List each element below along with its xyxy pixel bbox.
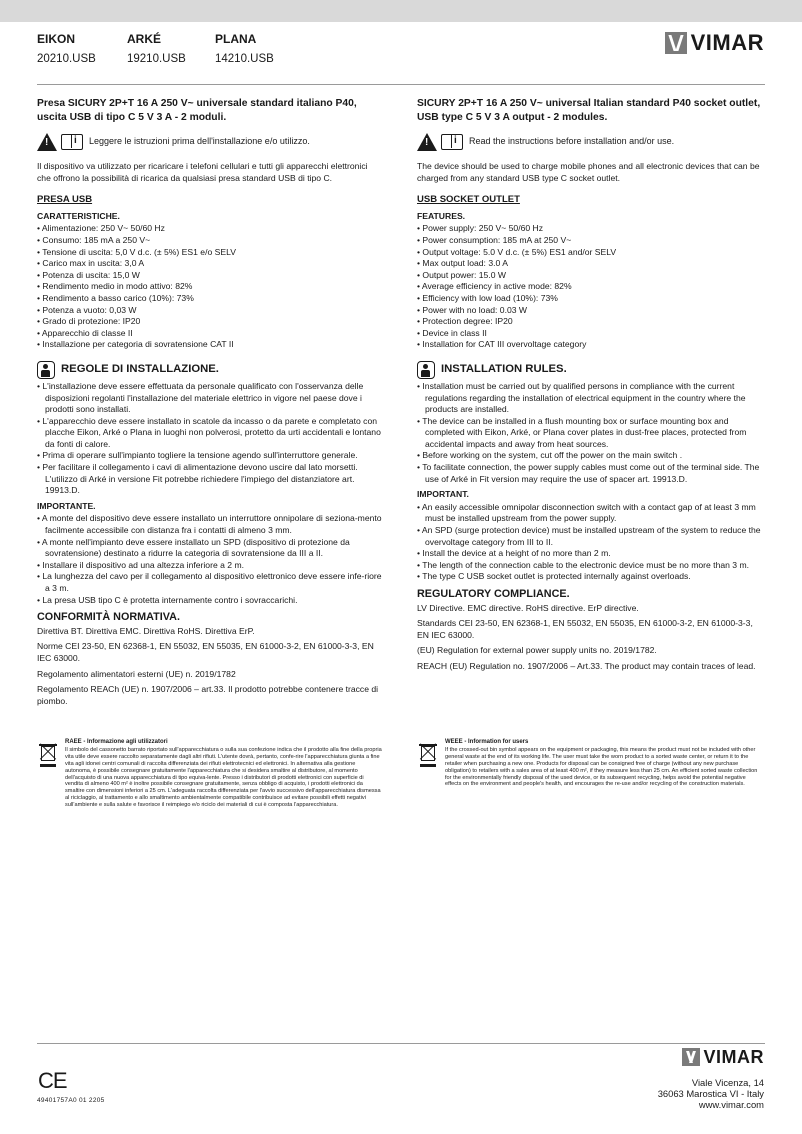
compliance-line: REACH (EU) Regulation no. 1907/2006 – Art.33. The product may contain traces of lead. (417, 660, 756, 671)
list-item: • Consumo: 185 mA a 250 V~ (37, 235, 383, 247)
compliance-line: Regolamento REACh (UE) n. 1907/2006 – art.33. Il prodotto potrebbe contenere tracce di piombo. (37, 684, 379, 706)
footer-divider (37, 1043, 765, 1044)
list-item: • Prima di operare sull'impianto togliere la tensione agendo sull'interruttore generale. (37, 450, 383, 462)
list-item: • Alimentazione: 250 V~ 50/60 Hz (37, 223, 383, 235)
list-item: • An SPD (surge protection device) must be installed upstream of the system to reduce the overvoltage category from III to II. (417, 525, 763, 548)
installer-icon (417, 361, 435, 379)
list-item: • Average efficiency in active mode: 82% (417, 281, 763, 293)
weee-text-it: Il simbolo del cassonetto barrato riportato sull'apparecchiatura o sulla sua confezione indica che il prodotto alla fine della propria vita utile deve essere raccolto separatamente dagli altri rifiuti. L'utente dovrà, pertanto, confe-rire l'apparecchiatura giunta a fine vita agli idonei centri comunali di raccolta differenziata dei rifiuti elettrotecnici ed elettronici. In alternativa alla gestione autonoma, è possibile consegnare gratuitamente l'apparecchiatura che si desidera smaltire al distributore, al momento dell'acquisto di una nuova apparecchiatura di tipo equiva-lente. Presso i distributori di prodotti elettronici con superficie di vendita di almeno 400 m² è inoltre possibile consegnare gratuitamente, senza obbligo di acquisto, i prodotti elettronici da smaltire con dimensioni inferiori a 25 cm. L'adeguata raccolta differenziata per l'avvio successivo dell'apparecchiatura dismessa al riciclaggio, al trattamento e allo smaltimento ambientalmente compatibile contribuisce ad evitare possibili effetti negativi sull'ambiente e sulla salute e favorisce il reimpiego e/o riciclo dei materiali di cui è composta l'apparecchiatura. (65, 746, 382, 809)
weee-block-it (37, 739, 383, 809)
vimar-logo-mark-icon (665, 32, 687, 54)
list-item: • Tensione di uscita: 5,0 V d.c. (± 5%) ES1 e/o SELV (37, 247, 383, 259)
model-name: EIKON (37, 32, 76, 46)
manual-info-icon (441, 134, 463, 150)
warning-triangle-icon (417, 133, 437, 151)
list-item: • Install the device at a height of no more than 2 m. (417, 548, 763, 560)
list-item: • Apparecchio di classe II (37, 328, 383, 340)
model-name: ARKÉ (127, 32, 162, 46)
list-item: • The type C USB socket outlet is protected internally against overloads. (417, 571, 763, 583)
installer-icon (37, 361, 55, 379)
list-item: • Power supply: 250 V~ 50/60 Hz (417, 223, 763, 235)
weee-title-en: WEEE - Information for users (445, 739, 529, 745)
list-item: • A monte nell'impianto deve essere installato un SPD (dispositivo di protezione da sovratensione) destinato a ridurre la categoria di sovratensione da III a II. (37, 537, 383, 560)
model-codes (37, 31, 305, 67)
rules-list-it (37, 381, 383, 497)
features-list-it (37, 223, 383, 351)
weee-block-en (417, 739, 763, 788)
important-title-it: IMPORTANTE. (37, 500, 96, 511)
address-city: 36063 Marostica VI - Italy (657, 1088, 764, 1099)
model-code: 19210.USB (127, 53, 186, 65)
intro-en: The device should be used to charge mobile phones and all electronic devices that can be charged from any standard USB type C socket outlet. (417, 161, 760, 183)
section-title-en: USB SOCKET OUTLET (417, 194, 520, 206)
list-item: • Installare il dispositivo ad una altezza inferiore a 2 m. (37, 560, 383, 572)
list-item: • Power consumption: 185 mA at 250 V~ (417, 235, 763, 247)
address-website: www.vimar.com (698, 1099, 764, 1110)
list-item: • Efficiency with low load (10%): 73% (417, 293, 763, 305)
rules-header-it (37, 361, 383, 379)
italian-column (37, 97, 383, 711)
list-item: • Power with no load: 0.03 W (417, 305, 763, 317)
compliance-line: LV Directive. EMC directive. RoHS directive. ErP directive. (417, 602, 639, 613)
document-number: 49401757A0 01 2205 (37, 1097, 105, 1104)
list-item: • The device can be installed in a flush mounting box or surface mounting box and completed with Eikon, Arké, or Plana cover plates in dust-free places, protected from accidental impacts and away from heat sources. (417, 416, 763, 451)
list-item: • Potenza a vuoto: 0,03 W (37, 305, 383, 317)
vimar-logo-mark-icon (682, 1048, 700, 1066)
company-address (658, 1077, 764, 1110)
header-divider (37, 84, 765, 85)
warning-row-it (37, 133, 383, 151)
product-title-en: SICURY 2P+T 16 A 250 V~ universal Italian standard P40 socket outlet, USB type C 5 V 3 A output - 2 modules. (417, 98, 761, 123)
model-plana (215, 31, 305, 67)
model-code: 14210.USB (215, 53, 274, 65)
brand-name: VIMAR (703, 1047, 764, 1067)
list-item: • Installation for CAT III overvoltage category (417, 339, 763, 351)
compliance-title-en: REGULATORY COMPLIANCE. (417, 588, 570, 600)
features-title-it: CARATTERISTICHE. (37, 210, 120, 221)
list-item: • La presa USB tipo C è protetta internamente contro i sovraccarichi. (37, 595, 383, 607)
model-name: PLANA (215, 32, 257, 46)
important-title-en: IMPORTANT. (417, 489, 469, 500)
rules-header-en (417, 361, 763, 379)
weee-title-it: RAEE - Informazione agli utilizzatori (65, 739, 168, 745)
list-item: • Rendimento a basso carico (10%): 73% (37, 293, 383, 305)
section-title-it: PRESA USB (37, 194, 93, 206)
list-item: • Protection degree: IP20 (417, 316, 763, 328)
list-item: • L'installazione deve essere effettuata da personale qualificato con l'osservanza delle disposizioni regolanti l'installazione del materiale elettrico in vigore nel paese dove i prodotti sono installati. (37, 381, 383, 416)
list-item: • Grado di protezione: IP20 (37, 316, 383, 328)
list-item: • An easily accessible omnipolar disconnection switch with a contact gap of at least 3 mm must be installed upstream from the power supply. (417, 502, 763, 525)
list-item: • Rendimento medio in modo attivo: 82% (37, 281, 383, 293)
model-code: 20210.USB (37, 53, 96, 65)
list-item: • Per facilitare il collegamento i cavi di alimentazione devono uscire dal lato morsetti. L'utilizzo di Arké in versione Fit potrebbe richiedere l'impiego del distanziatore art. 19913.D. (37, 462, 383, 497)
important-list-en (417, 502, 763, 583)
compliance-title-it: CONFORMITÀ NORMATIVA. (37, 611, 180, 624)
weee-text-en: If the crossed-out bin symbol appears on the equipment or packaging, this means the product must not be included with other general waste at the end of its working life. The user must take the worn product to a sorted waste center, or return it to the retailer when purchasing a new one. Products for disposal can be consigned free of charge (without any new purchase obligation) to retailers with a sales area of at least 400 m², if they measure less than 25 cm. An efficient sorted waste collection for the environmentally friendly disposal of the used device, or its subsequent recycling, helps avoid the potential negative effects on the environment and people's health, and encourages the re-use and/or recycling of the construction materials. (445, 746, 758, 788)
list-item: • To facilitate connection, the power supply cables must come out of the terminal side. The use of Arké in Fit version may require the use of spacer art. 19913.D. (417, 462, 763, 485)
model-arke (127, 31, 215, 67)
list-item: • Potenza di uscita: 15,0 W (37, 270, 383, 282)
warning-text-en: Read the instructions before installation and/or use. (469, 136, 675, 147)
compliance-line: Standards CEI 23-50, EN 62368-1, EN 55032, EN 55035, EN 61000-3-2, EN 61000-3-3, EN IEC 63000. (417, 618, 753, 640)
brand-name: VIMAR (690, 30, 764, 55)
list-item: • L'apparecchio deve essere installato in scatole da incasso o da parete e completato con placche Eikon, Arké o Plana in luoghi non polverosi, protetto da urti accidentali e lontano da fonti di calore. (37, 416, 383, 451)
compliance-line: Regolamento alimentatori esterni (UE) n. 2019/1782 (37, 668, 236, 679)
list-item: • La lunghezza del cavo per il collegamento al dispositivo elettronico deve essere infe-riore a 3 m. (37, 571, 383, 594)
features-list-en (417, 223, 763, 351)
list-item: • A monte del dispositivo deve essere installato un interruttore onnipolare di seziona-mento facilmente accessibile con distanza fra i contatti di almeno 3 mm. (37, 513, 383, 536)
list-item: • Device in class II (417, 328, 763, 340)
product-title-it: Presa SICURY 2P+T 16 A 250 V~ universale standard italiano P40, uscita USB di tipo C 5 V 3 A - 2 moduli. (37, 98, 357, 123)
intro-it: Il dispositivo va utilizzato per ricaricare i telefoni cellulari e tutti gli apparecchi elettronici che offrono la possibilità di ricarica da qualsiasi presa standard USB di tipo C. (37, 161, 368, 183)
model-eikon (37, 31, 127, 67)
list-item: • Output power: 15.0 W (417, 270, 763, 282)
rules-list-en (417, 381, 763, 485)
list-item: • Max output load: 3.0 A (417, 258, 763, 270)
rules-title-en: INSTALLATION RULES. (441, 363, 567, 376)
list-item: • The length of the connection cable to the electronic device must be no more than 3 m. (417, 560, 763, 572)
compliance-line: Direttiva BT. Direttiva EMC. Direttiva RoHS. Direttiva ErP. (37, 625, 255, 636)
top-gray-bar (0, 0, 802, 22)
list-item: • Installation must be carried out by qualified persons in compliance with the current regulations regarding the installation of electrical equipment in the country where the products are installed. (417, 381, 763, 416)
vimar-logo (665, 32, 764, 54)
list-item: • Before working on the system, cut off the power on the main switch . (417, 450, 763, 462)
english-column (417, 97, 763, 677)
list-item: • Carico max in uscita: 3,0 A (37, 258, 383, 270)
warning-row-en (417, 133, 763, 151)
crossed-bin-icon (417, 741, 439, 767)
features-title-en: FEATURES. (417, 210, 466, 221)
crossed-bin-icon (37, 741, 59, 767)
list-item: • Installazione per categoria di sovratensione CAT II (37, 339, 383, 351)
warning-text-it: Leggere le istruzioni prima dell'installazione e/o utilizzo. (89, 136, 310, 147)
important-list-it (37, 513, 383, 606)
manual-info-icon (61, 134, 83, 150)
compliance-line: (EU) Regulation for external power supply units no. 2019/1782. (417, 645, 657, 656)
address-street: Viale Vicenza, 14 (691, 1077, 764, 1088)
rules-title-it: REGOLE DI INSTALLAZIONE. (61, 363, 219, 376)
ce-mark: CE (38, 1068, 67, 1093)
list-item: • Output voltage: 5.0 V d.c. (± 5%) ES1 and/or SELV (417, 247, 763, 259)
warning-triangle-icon (37, 133, 57, 151)
compliance-line: Norme CEI 23-50, EN 62368-1, EN 55032, EN 55035, EN 61000-3-2, EN 61000-3-3, EN IEC 63000. (37, 641, 374, 663)
vimar-logo-footer (682, 1046, 765, 1068)
